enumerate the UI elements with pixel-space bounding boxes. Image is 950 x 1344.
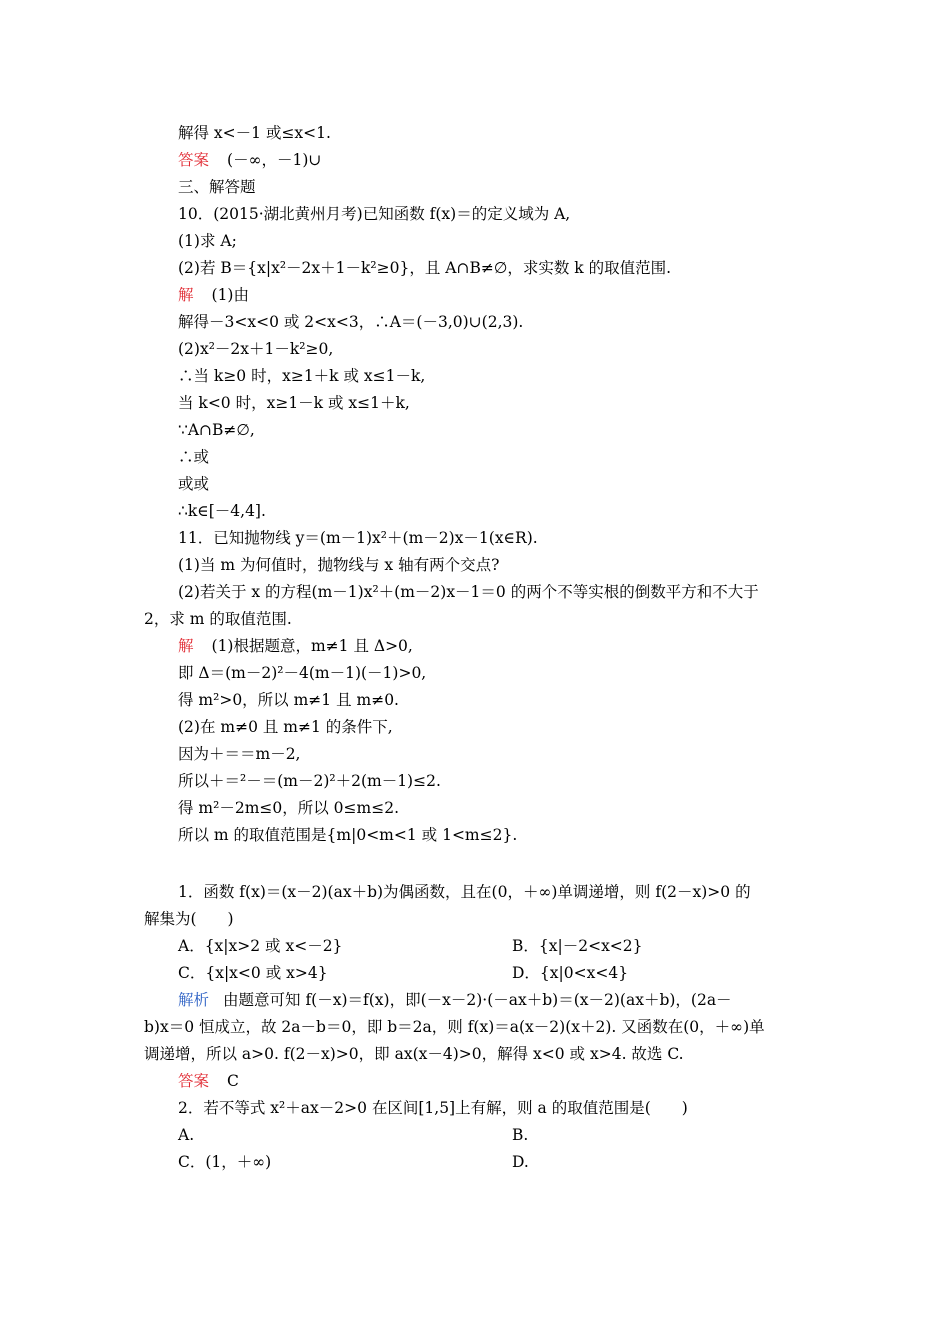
solution-text: (1)由 <box>211 286 249 304</box>
answer-label: 答案 <box>178 1072 210 1090</box>
analysis-label: 解析 <box>178 991 210 1009</box>
text-line: 所以＋＝²－＝(m－2)²＋2(m－1)≤2. <box>178 772 441 790</box>
solution-label: 解 <box>178 637 194 655</box>
text-line: 解得 x<－1 或≤x<1. <box>178 124 331 142</box>
question-11: 11．已知抛物线 y＝(m－1)x²＋(m－2)x－1(x∈R). <box>178 529 538 547</box>
text-line: (1)当 m 为何值时，抛物线与 x 轴有两个交点? <box>178 556 500 574</box>
text-line: 当 k<0 时，x≥1－k 或 x≤1＋k, <box>178 394 410 412</box>
solution-line <box>178 285 249 305</box>
text-line: (1)求 A; <box>178 232 237 250</box>
option-c: C．{x|x<0 或 x>4} <box>178 964 328 982</box>
solution-line <box>178 636 413 656</box>
text-line: (2)在 m≠0 且 m≠1 的条件下, <box>178 718 393 736</box>
text-line: 2，求 m 的取值范围. <box>144 610 292 628</box>
question-1: 1．函数 f(x)＝(x－2)(ax＋b)为偶函数，且在(0，＋∞)单调递增，则 f(2－x)>0 的 <box>178 883 751 901</box>
answer-line <box>178 150 321 170</box>
text-line: 即 Δ＝(m－2)²－4(m－1)(－1)>0, <box>178 664 427 682</box>
text-line: 解得－3<x<0 或 2<x<3，∴A＝(－3,0)∪(2,3). <box>178 313 524 331</box>
text-line: 解集为( ) <box>144 910 234 928</box>
answer-label: 答案 <box>178 151 210 169</box>
text-line: ∵A∩B≠∅, <box>178 421 255 439</box>
text-line: (2)若 B＝{x|x²－2x＋1－k²≥0}，且 A∩B≠∅，求实数 k 的取值范围. <box>178 259 671 277</box>
answer-text: C <box>227 1072 239 1090</box>
analysis-text: 由题意可知 f(－x)＝f(x)，即(－x－2)·(－ax＋b)＝(x－2)(ax＋b)，(2a－ <box>223 991 732 1009</box>
text-line: 调递增，所以 a>0. f(2－x)>0，即 ax(x－4)>0，解得 x<0 或 x>4. 故选 C. <box>144 1045 684 1063</box>
text-line: ∴或 <box>178 448 210 466</box>
solution-label: 解 <box>178 286 194 304</box>
text-line: (2)x²－2x＋1－k²≥0, <box>178 340 334 358</box>
answer-text: (－∞，－1)∪ <box>227 151 322 169</box>
answer-line <box>178 1071 239 1091</box>
option-d: D．{x|0<x<4} <box>512 964 629 982</box>
question-10: 10．(2015·湖北黄州月考)已知函数 f(x)＝的定义域为 A, <box>178 205 571 223</box>
option-c: C．(1，＋∞) <box>178 1153 272 1171</box>
text-line: 得 m²－2m≤0，所以 0≤m≤2. <box>178 799 399 817</box>
text-line: 或或 <box>178 475 210 493</box>
text-line: 所以 m 的取值范围是{m|0<m<1 或 1<m≤2}. <box>178 826 518 844</box>
solution-text: (1)根据题意，m≠1 且 Δ>0, <box>211 637 413 655</box>
option-a: A．{x|x>2 或 x<－2} <box>178 937 343 955</box>
option-b: B. <box>512 1126 529 1144</box>
text-line: 因为＋＝＝m－2, <box>178 745 301 763</box>
text-line: 得 m²>0，所以 m≠1 且 m≠0. <box>178 691 399 709</box>
text-line: (2)若关于 x 的方程(m－1)x²＋(m－2)x－1＝0 的两个不等实根的倒数平方和不大于 <box>178 583 759 601</box>
section-heading: 三、解答题 <box>178 178 256 196</box>
analysis-line <box>178 990 732 1010</box>
question-2: 2．若不等式 x²＋ax－2>0 在区间[1,5]上有解，则 a 的取值范围是( ) <box>178 1099 688 1117</box>
option-a: A. <box>178 1126 195 1144</box>
text-line: ∴当 k≥0 时，x≥1＋k 或 x≤1－k, <box>178 367 426 385</box>
option-b: B．{x|－2<x<2} <box>512 937 643 955</box>
text-line: ∴k∈[－4,4]. <box>178 502 266 520</box>
option-d: D. <box>512 1153 529 1171</box>
text-line: b)x＝0 恒成立，故 2a－b＝0，即 b＝2a，则 f(x)＝a(x－2)(x＋2). 又函数在(0，＋∞)单 <box>144 1018 765 1036</box>
